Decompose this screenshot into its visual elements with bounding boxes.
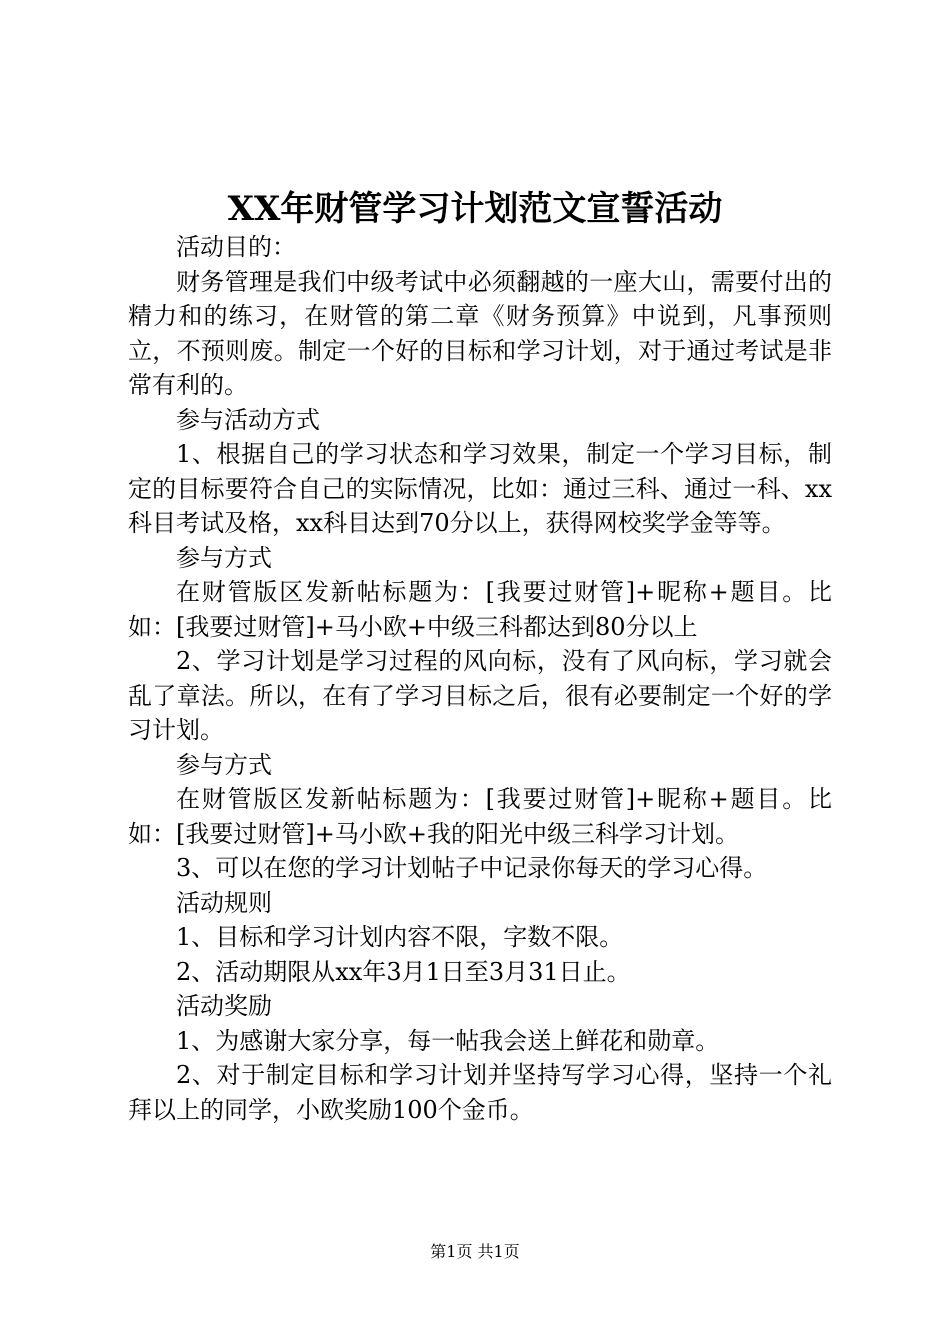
paragraph: 3、可以在您的学习计划帖子中记录你每天的学习心得。	[176, 854, 768, 882]
paragraph: 在财管版区发新帖标题为：[我要过财管]+昵称+题目。比如：[我要过财管]+马小欧+中级三科都达到80分以上	[128, 578, 832, 641]
paragraph: 在财管版区发新帖标题为：[我要过财管]+昵称+题目。比如：[我要过财管]+马小欧+我的阳光中级三科学习计划。	[128, 785, 832, 848]
paragraph: 参与活动方式	[176, 405, 320, 434]
document-body	[128, 230, 832, 1127]
paragraph: 财务管理是我们中级考试中必须翻越的一座大山，需要付出的精力和的练习，在财管的第二章《财务预算》中说到，凡事预则立，不预则废。制定一个好的目标和学习计划，对于通过考试是非常有利的。	[128, 267, 832, 399]
paragraph: 活动规则	[176, 888, 272, 917]
paragraph: 2、活动期限从xx年3月1日至3月31日止。	[176, 957, 631, 986]
paragraph: 2、学习计划是学习过程的风向标，没有了风向标，学习就会乱了章法。所以，在有了学习目标之后，很有必要制定一个好的学习计划。	[128, 647, 832, 744]
paragraph: 参与方式	[176, 750, 272, 779]
page-footer: 第1页 共1页	[430, 1242, 520, 1261]
paragraph: 1、为感谢大家分享，每一帖我会送上鲜花和勋章。	[176, 1026, 720, 1055]
paragraph: 1、目标和学习计划内容不限，字数不限。	[176, 923, 624, 951]
paragraph: 1、根据自己的学习状态和学习效果，制定一个学习目标，制定的目标要符合自己的实际情况，比如：通过三科、通过一科、xx科目考试及格，xx科目达到70分以上，获得网校奖学金等等。	[128, 440, 832, 537]
document-title: XX年财管学习计划范文宣誓活动	[227, 189, 723, 229]
paragraph: 活动奖励	[176, 992, 272, 1020]
paragraph: 2、对于制定目标和学习计划并坚持写学习心得，坚持一个礼拜以上的同学，小欧奖励100个金币。	[128, 1061, 832, 1124]
paragraph: 活动目的：	[176, 233, 296, 261]
paragraph: 参与方式	[176, 543, 272, 572]
